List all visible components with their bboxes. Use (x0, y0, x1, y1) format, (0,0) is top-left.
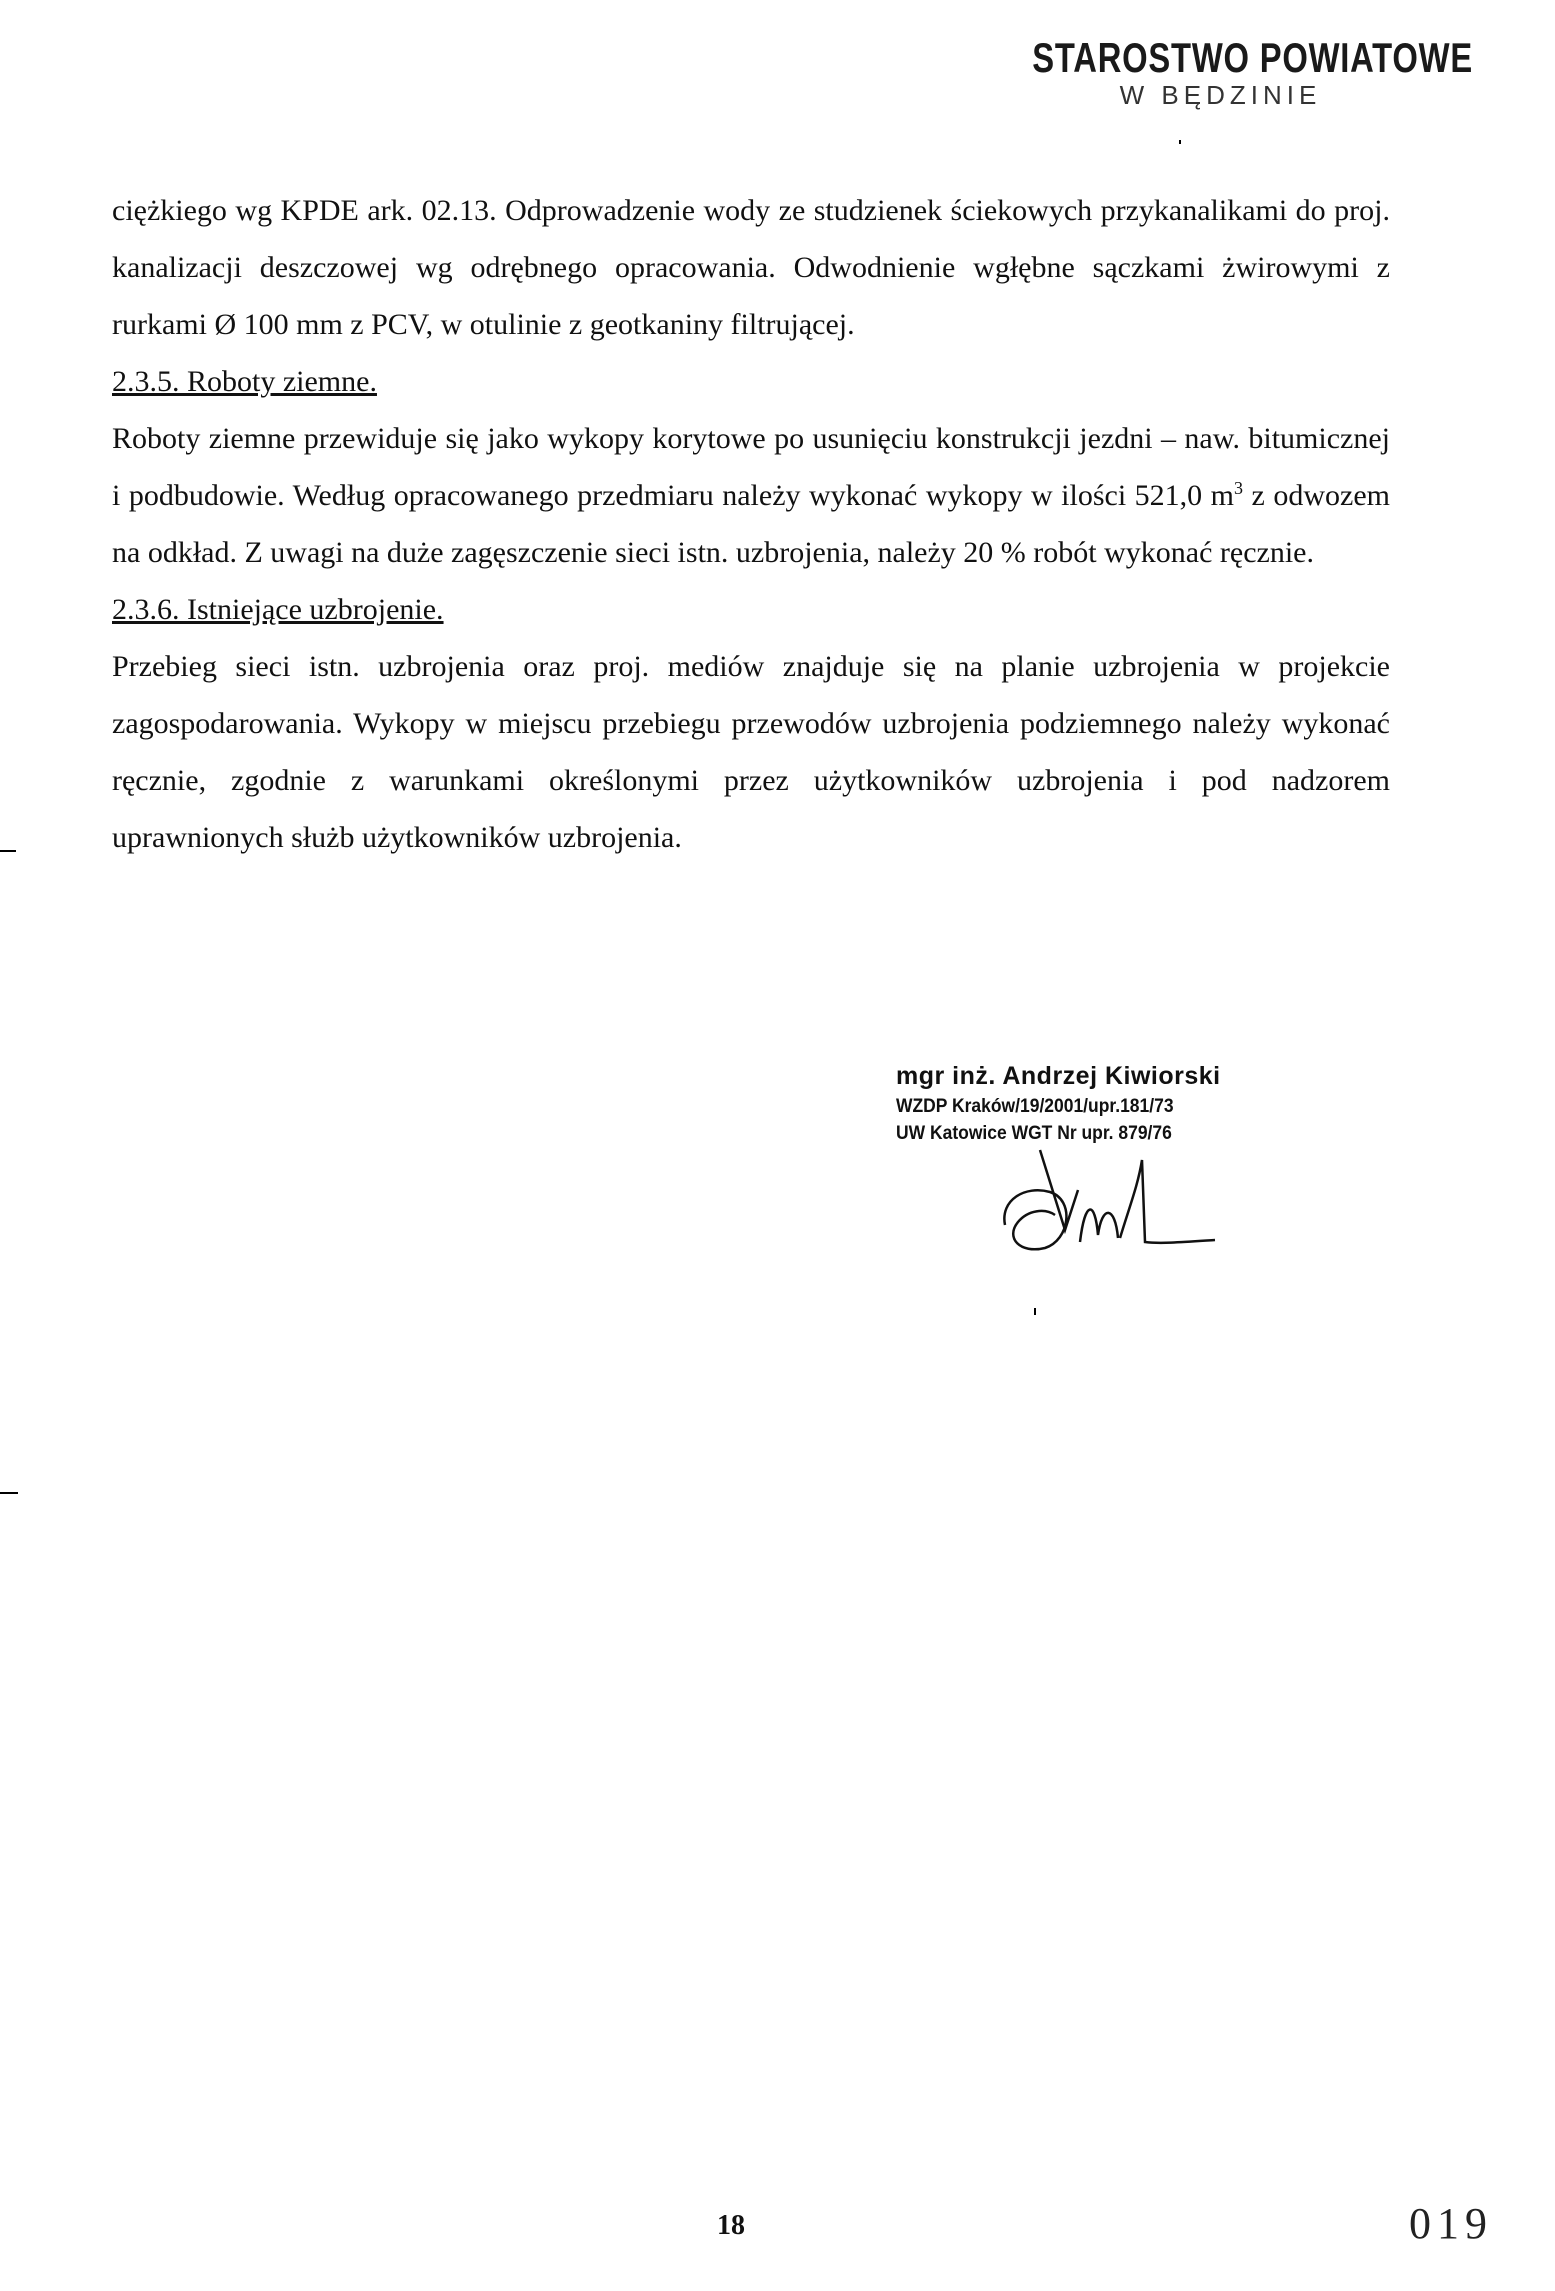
paragraph-existing-utilities: Przebieg sieci istn. uzbrojenia oraz proj. mediów znajduje się na planie uzbrojenia w projekcie zagospodarowania. Wykopy w miejscu przebiegu przewodów uzbrojenia podziemnego należy wykonać ręcznie, zgodnie z warunkami określonymi przez użytkowników uzbrojenia i pod nadzorem uprawnionych służb użytkowników uzbrojenia. (112, 650, 1390, 854)
stamp-location: W BĘDZINIE (1119, 80, 1322, 110)
scan-artifact-left-1 (0, 850, 16, 852)
cubic-superscript: 3 (1234, 478, 1244, 498)
scan-artifact-left-2 (0, 1492, 18, 1494)
license-line-1: WZDP Kraków/19/2001/upr.181/73 (896, 1096, 1174, 1117)
earthworks-text-part1: Roboty ziemne przewiduje się jako wykopy korytowe po usunięciu konstrukcji jezdni – naw. bitumicznej i podbudowie. Według opracowanego przedmiaru należy wykonać wykopy w ilości 521,0 m (112, 422, 1390, 512)
section-heading-existing-utilities: 2.3.6. Istniejące uzbrojenie. (112, 593, 444, 626)
paragraph-earthworks (112, 410, 1390, 581)
earthworks-text-part2: z odwozem na odkład. Z uwagi na duże zagęszczenie sieci istn. uzbrojenia, należy 20 % robót wykonać ręcznie. (112, 479, 1390, 569)
scan-artifact-dot-2 (1179, 140, 1181, 144)
section-heading-earthworks: 2.3.5. Roboty ziemne. (112, 365, 377, 398)
engineer-name: mgr inż. Andrzej Kiwiorski (896, 1062, 1221, 1090)
paragraph-drainage: ciężkiego wg KPDE ark. 02.13. Odprowadzenie wody ze studzienek ściekowych przykanalikami do proj. kanalizacji deszczowej wg odrębnego opracowania. Odwodnienie wgłębne sączkami żwirowymi z rurkami Ø 100 mm z PCV, w otulinie z geotkaniny filtrującej. (112, 194, 1390, 341)
scan-artifact-dot-1 (1034, 1308, 1036, 1315)
document-body (112, 182, 1390, 866)
license-line-2: UW Katowice WGT Nr upr. 879/76 (896, 1123, 1172, 1144)
page-number: 18 (717, 2210, 745, 2241)
handwritten-signature (1000, 1130, 1230, 1260)
archive-number: 019 (1409, 2199, 1493, 2248)
stamp-institution: STAROSTWO POWIATOWE (1032, 34, 1473, 81)
office-stamp (908, 34, 1473, 111)
